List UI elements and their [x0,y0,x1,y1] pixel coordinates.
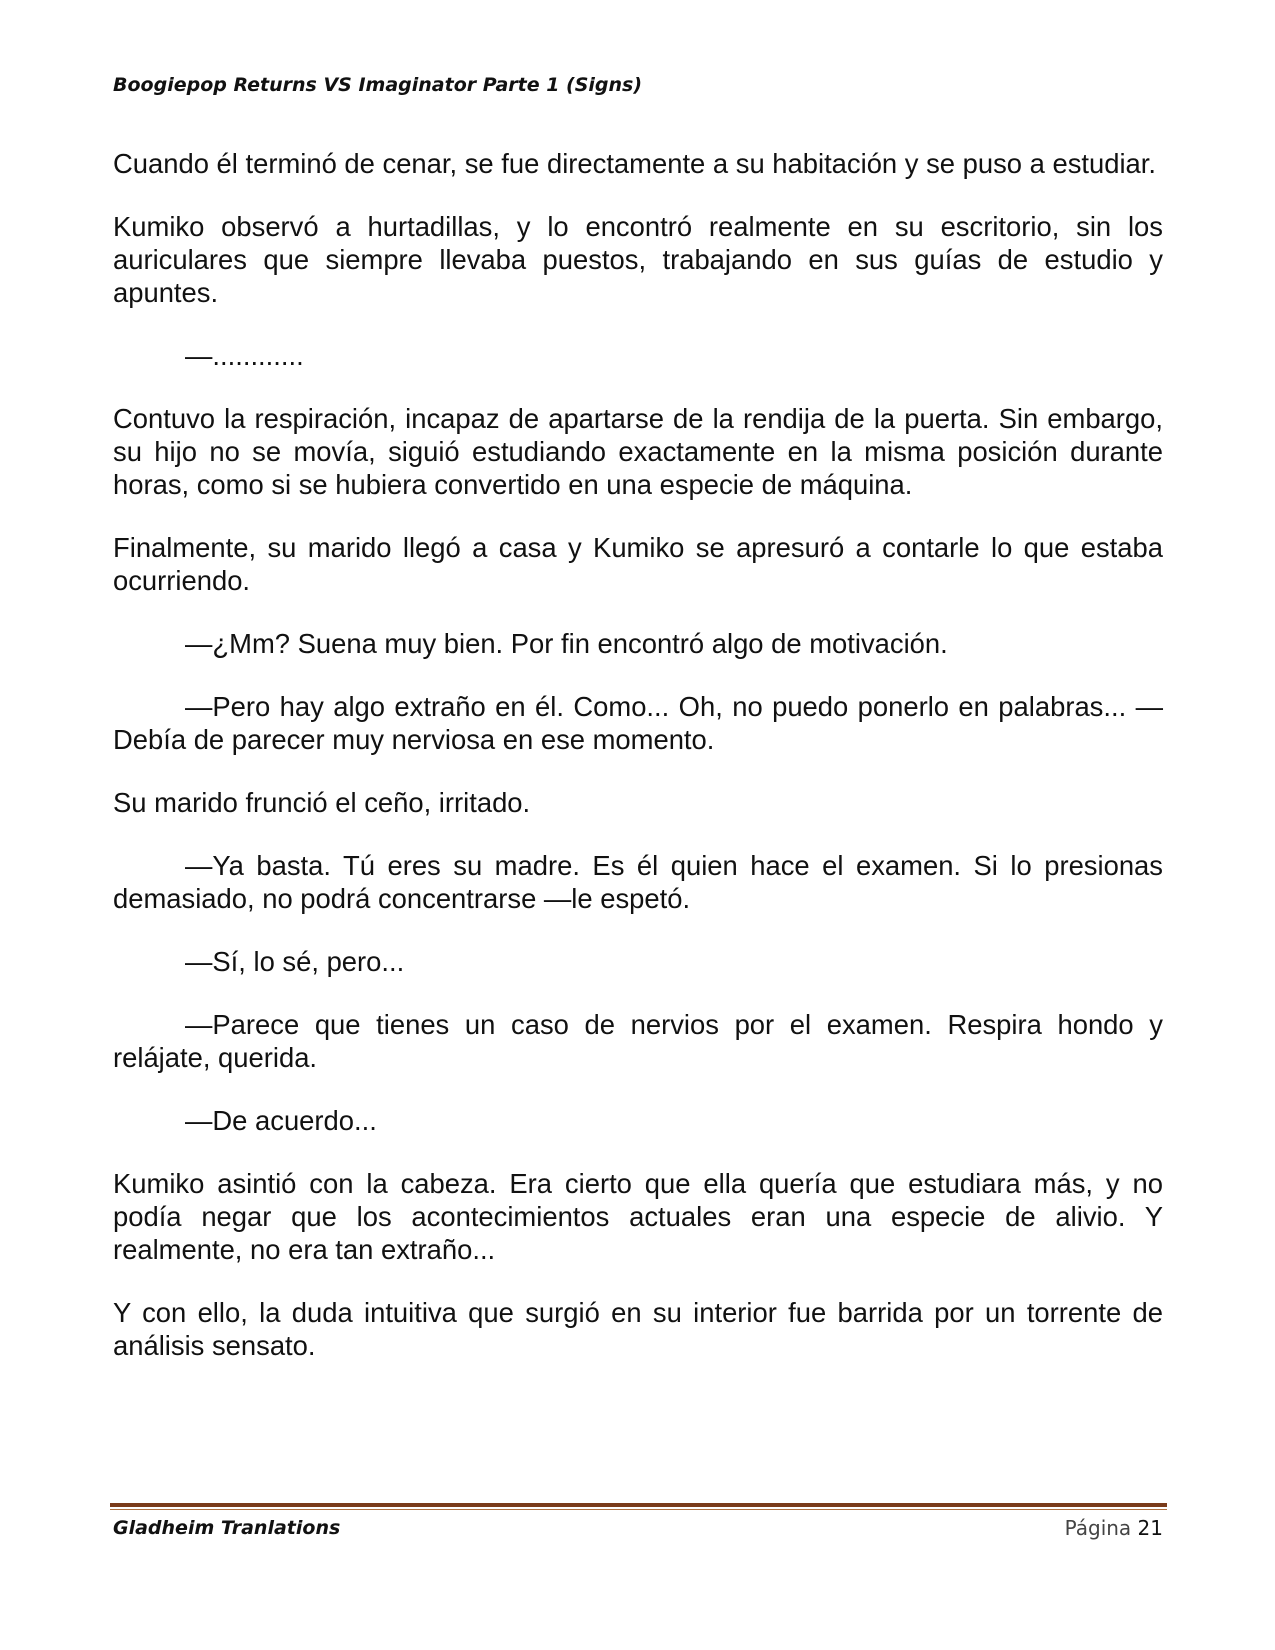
dialogue-paragraph: —¿Mm? Suena muy bien. Por fin encontró algo de motivación. [185,628,948,659]
footer-rule [110,1503,1167,1507]
dialogue-paragraph: —............ [185,340,304,371]
body-text [113,147,1163,1392]
page-number: 21 [1137,1516,1163,1540]
page-number-footer [1065,1516,1163,1540]
footer-credit: Gladheim Tranlations [113,1517,341,1539]
paragraph: Cuando él terminó de cenar, se fue directamente a su habitación y se puso a estudiar. [113,148,1157,179]
paragraph: Kumiko observó a hurtadillas, y lo encontró realmente en su escritorio, sin los auriculares que siempre llevaba puestos, trabajando en sus guías de estudio y apuntes. [113,211,1163,308]
running-header: Boogiepop Returns VS Imaginator Parte 1 (Signs) [113,74,643,96]
paragraph: Finalmente, su marido llegó a casa y Kumiko se apresuró a contarle lo que estaba ocurriendo. [113,532,1163,596]
dialogue-paragraph: —Ya basta. Tú eres su madre. Es él quien hace el examen. Si lo presionas demasiado, no podrá concentrarse —le espetó. [113,850,1163,914]
paragraph: Y con ello, la duda intuitiva que surgió en su interior fue barrida por un torrente de análisis sensato. [113,1297,1163,1361]
dialogue-paragraph: —Pero hay algo extraño en él. Como... Oh, no puedo ponerlo en palabras... —Debía de parecer muy nerviosa en ese momento. [113,691,1163,755]
page-label: Página [1064,1516,1132,1540]
dialogue-paragraph: —Sí, lo sé, pero... [185,946,405,977]
dialogue-paragraph: —Parece que tienes un caso de nervios por el examen. Respira hondo y relájate, querida. [113,1009,1163,1073]
footer-rule-thin [110,1509,1167,1510]
dialogue-paragraph: —De acuerdo... [185,1105,377,1136]
paragraph: Contuvo la respiración, incapaz de apartarse de la rendija de la puerta. Sin embargo, su hijo no se movía, siguió estudiando exactamente en la misma posición durante horas, como si se hubiera convertido en una especie de máquina. [113,403,1163,500]
paragraph: Su marido frunció el ceño, irritado. [113,787,531,818]
paragraph: Kumiko asintió con la cabeza. Era cierto que ella quería que estudiara más, y no podía negar que los acontecimientos actuales eran una especie de alivio. Y realmente, no era tan extraño... [113,1168,1163,1265]
